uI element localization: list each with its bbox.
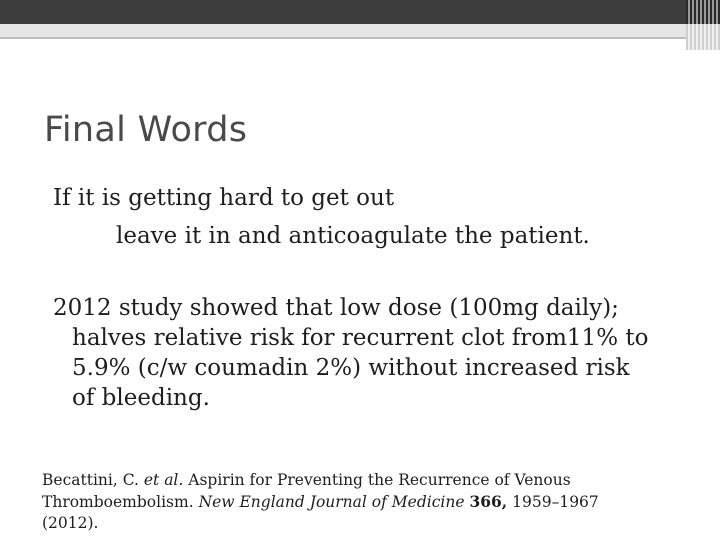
citation-title-part2: Thromboembolism.: [42, 493, 199, 511]
point2-line: 2012 study showed that low dose (100mg daily);: [53, 295, 619, 321]
citation-pages: 1959–1967: [507, 493, 599, 511]
citation-etal: et al.: [143, 471, 184, 489]
point2-line: halves relative risk for recurrent clot from11% to: [72, 325, 649, 351]
top-divider-line: [0, 37, 720, 39]
point2-line: 5.9% (c/w coumadin 2%) without increased risk: [72, 355, 630, 381]
citation-line-1: [42, 470, 642, 491]
top-header-band: [0, 0, 720, 24]
corner-stripes-decoration: [686, 0, 720, 50]
top-accent-band: [0, 24, 720, 37]
point1-line1: If it is getting hard to get out: [53, 185, 395, 211]
citation-line-3: [42, 513, 642, 534]
citation-journal: New England Journal of Medicine: [198, 493, 465, 511]
citation-year: (2012).: [42, 514, 99, 532]
reference-citation: [42, 470, 642, 534]
point2-paragraph: [53, 293, 693, 413]
citation-title-part1: Aspirin for Preventing the Recurrence of Venous: [183, 471, 571, 489]
point1-line2: leave it in and anticoagulate the patient.: [116, 223, 590, 249]
citation-line-2: [42, 491, 642, 513]
citation-volume: 366,: [469, 492, 508, 511]
slide-title: Final Words: [44, 110, 248, 150]
citation-authors: Becattini, C.: [42, 471, 144, 489]
point2-line: of bleeding.: [72, 385, 210, 411]
